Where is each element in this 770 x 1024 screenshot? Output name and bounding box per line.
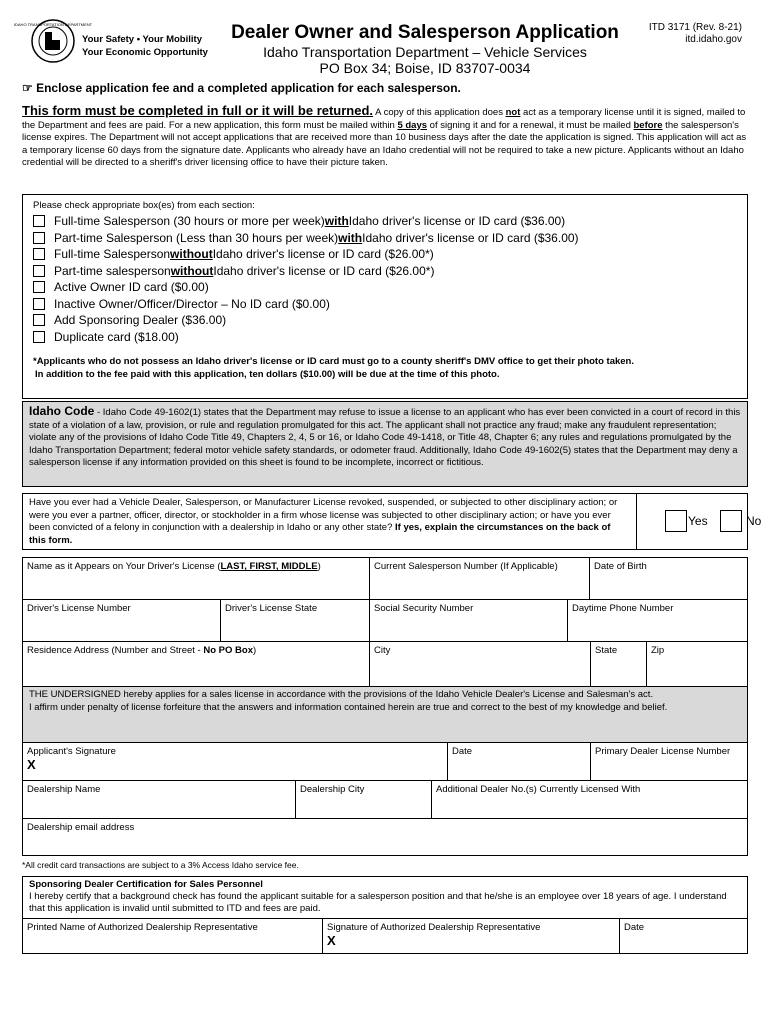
intro-text: act as a temporary license until it is signed, mailed to the Department and fees are paid. For a new application, this form must be mailed within <box>22 107 746 131</box>
affirmation-line2: I affirm under penalty of license forfeiture that the answers and information contained herein are true and correct to the best of my knowledge and belief. <box>29 701 668 713</box>
checkbox-item[interactable] <box>33 230 747 247</box>
checkbox-item[interactable] <box>33 296 747 313</box>
name-field-label: Name as it Appears on Your Driver's License ( <box>27 561 221 572</box>
intro-before: before <box>633 119 663 131</box>
additional-dealer-field[interactable]: Additional Dealer No.(s) Currently Licensed With <box>432 781 748 819</box>
dealership-city-field[interactable]: Dealership City <box>296 781 432 819</box>
intro-paragraph <box>22 105 748 170</box>
idaho-code-label: Idaho Code <box>29 404 95 418</box>
photo-note-line2: In addition to the fee paid with this application, ten dollars ($10.00) will be due at the time of this photo. <box>35 369 500 380</box>
revocation-text <box>29 497 629 547</box>
no-checkbox[interactable] <box>720 510 742 532</box>
date-field[interactable]: Date <box>448 743 591 781</box>
intro-days: 5 days <box>397 119 428 131</box>
tagline-line1: Your Safety • Your Mobility <box>82 34 202 45</box>
checkbox-item[interactable] <box>33 263 747 280</box>
ssn-field[interactable]: Social Security Number <box>370 600 568 642</box>
intro-text: A copy of this application does <box>373 107 506 118</box>
sponsor-certification <box>29 879 741 915</box>
revocation-question-text: Have you ever had a Vehicle Dealer, Salesperson, or Manufacturer License revoked, suspended, or subjected to other disciplinary action; or were you ever a partner, officer, director, or stockholder in a firm whose license was subjected to other disciplinary action; or have you ever been convicted of a felony in conjunction with a dealership in Idaho or any other state? <box>29 497 618 533</box>
checkbox-label: Part-time salesperson <box>54 263 171 278</box>
checkbox[interactable] <box>33 298 45 310</box>
idaho-code-section <box>22 401 748 487</box>
intro-text: the salesperson's license expires. The Department will not accept applications that are received more than 10 business days after the date the application is signed. This application will act as a temporary license 60 days from the signature date. Applicants who already have an Idaho credential will not be required to take a new picture. Applicants without an Idaho credential will be directed to a sheriff's driver licensing office to have their picture taken. <box>22 119 747 168</box>
subtitle-line1: Idaho Transportation Department – Vehicle Services <box>263 44 587 60</box>
checkbox-label: Idaho driver's license or ID card ($36.00) <box>348 214 566 228</box>
sponsor-title: Sponsoring Dealer Certification for Sales Personnel <box>29 879 263 890</box>
enclose-instruction: ☞ Enclose application fee and a completed application for each salesperson. <box>22 81 461 95</box>
checkbox-emphasis: with <box>324 214 349 228</box>
dealership-email-field[interactable]: Dealership email address <box>27 822 135 833</box>
checkbox-label: Idaho driver's license or ID card ($26.00*) <box>213 263 435 278</box>
form-number <box>649 22 742 46</box>
checkbox-label: Idaho driver's license or ID card ($26.00*) <box>212 247 434 261</box>
name-field-label-end: ) <box>317 561 321 572</box>
drivers-license-number-field[interactable]: Driver's License Number <box>23 600 221 642</box>
photo-note <box>33 355 747 381</box>
intro-text: of signing it and for a renewal, it must be mailed <box>427 119 634 131</box>
address-label: Residence Address (Number and Street - <box>27 645 204 656</box>
page-subtitle <box>0 44 770 76</box>
checkbox[interactable] <box>33 248 45 260</box>
dealership-name-field[interactable]: Dealership Name <box>23 781 296 819</box>
checkbox-emphasis: without <box>170 247 213 261</box>
checkbox[interactable] <box>33 232 45 244</box>
website: itd.idaho.gov <box>685 34 742 45</box>
intro-lead: This form must be completed in full or it will be returned. <box>22 103 374 118</box>
phone-field[interactable]: Daytime Phone Number <box>568 600 748 642</box>
checkbox-label: Add Sponsoring Dealer ($36.00) <box>54 313 227 327</box>
checkbox-emphasis: with <box>338 230 363 245</box>
yes-label: Yes <box>688 514 708 528</box>
signature-grid <box>22 742 748 856</box>
salesperson-number-field[interactable]: Current Salesperson Number (If Applicable) <box>370 558 590 600</box>
page-title: Dealer Owner and Salesperson Application <box>231 22 619 43</box>
credit-card-fee-note: *All credit card transactions are subject to a 3% Access Idaho service fee. <box>22 860 299 870</box>
checkbox[interactable] <box>33 265 45 277</box>
name-field-emphasis: LAST, FIRST, MIDDLE <box>220 561 318 572</box>
checkbox-label: Full-time Salesperson <box>54 247 171 261</box>
address-no-po-box: No PO Box <box>203 645 253 656</box>
drivers-license-state-field[interactable]: Driver's License State <box>221 600 370 642</box>
address-label-end: ) <box>253 645 257 656</box>
checkbox-label: Full-time Salesperson (30 hours or more per week) <box>54 214 325 228</box>
sponsor-date-field[interactable]: Date <box>620 918 748 954</box>
checkbox-item[interactable] <box>33 312 747 329</box>
checkbox-emphasis: without <box>170 263 214 278</box>
intro-not: not <box>505 107 521 118</box>
affirmation-line1: THE UNDERSIGNED hereby applies for a sales license in accordance with the provisions of the Idaho Vehicle Dealer's License and Salesman's act. <box>29 689 654 700</box>
primary-dealer-license-field[interactable]: Primary Dealer License Number <box>591 743 748 781</box>
revocation-question <box>22 493 762 550</box>
form-revision: ITD 3171 (Rev. 8-21) <box>648 22 742 33</box>
state-field[interactable]: State <box>591 642 647 687</box>
signature-x-mark: X <box>327 933 336 948</box>
applicant-signature-label: Applicant's Signature <box>27 746 116 757</box>
checkbox[interactable] <box>33 215 45 227</box>
printed-name-field[interactable]: Printed Name of Authorized Dealership Representative <box>23 918 323 954</box>
checkbox-list <box>33 213 747 345</box>
photo-note-line1: *Applicants who do not possess an Idaho driver's license or ID card must go to a county sheriff's DMV office to get their photo taken. <box>33 356 634 367</box>
checkbox-item[interactable] <box>33 329 747 346</box>
date-of-birth-field[interactable]: Date of Birth <box>590 558 748 600</box>
checkbox-label: Duplicate card ($18.00) <box>54 329 179 344</box>
section-header: Please check appropriate box(es) from each section: <box>33 200 255 211</box>
checkbox-label: Idaho driver's license or ID card ($36.00) <box>362 230 579 245</box>
checkbox-item[interactable] <box>33 279 747 296</box>
checkbox-label: Part-time Salesperson (Less than 30 hours per week) <box>54 230 339 245</box>
name-field[interactable] <box>23 558 370 600</box>
representative-signature-field[interactable] <box>323 918 620 954</box>
idaho-code-text: - Idaho Code 49-1602(1) states that the Department may refuse to issue a license to an applicant who has ever been convicted in a court of record in this state of a violation of a law, provision, or rule and regulation promulgated for this act. The applicant shall not practice any fraud; make any fraudulent representation; violate any of the provisions of Idaho Code Title 49, Chapters 2, 4, 5 or 16, or Idaho Code 49-1418, or Title 48, Chapter 6; any rules and regulations promulgated by the Idaho Transportation Department; federal motor vehicle safety standards, or odometer fraud. Additionally, Idaho Code 49-1602(5) states that the Department may deny a salesperson license if any information provided on this sheet is found to be incomplete, incorrect or fictitious. <box>29 407 741 468</box>
yes-checkbox[interactable] <box>665 510 687 532</box>
zip-field[interactable]: Zip <box>651 645 665 656</box>
sponsor-text: I hereby certify that a background check has found the applicant suitable for a salesperson position and that he/she is an employee over 18 years of age. I understand that this application is invalid until submitted to ITD and fees are paid. <box>29 891 727 914</box>
no-label: No <box>746 514 762 528</box>
signature-x-mark: X <box>27 757 36 772</box>
checkbox-item[interactable] <box>33 246 747 263</box>
tagline-line2: Your Economic Opportunity <box>82 47 208 58</box>
license-type-section <box>22 194 748 399</box>
city-field[interactable]: City <box>370 642 591 687</box>
yes-no-group <box>636 494 762 549</box>
logo-text: IDAHO TRANSPORTATION DEPARTMENT <box>13 22 93 27</box>
representative-signature-label: Signature of Authorized Dealership Representative <box>327 922 541 933</box>
affirmation-section <box>22 687 748 742</box>
residence-address-field[interactable] <box>23 642 370 687</box>
checkbox-label: Inactive Owner/Officer/Director – No ID card ($0.00) <box>54 296 330 311</box>
subtitle-line2: PO Box 34; Boise, ID 83707-0034 <box>319 60 531 76</box>
applicant-signature-field[interactable] <box>23 743 448 781</box>
checkbox[interactable] <box>33 281 45 293</box>
checkbox-label: Active Owner ID card ($0.00) <box>54 280 209 294</box>
sponsoring-dealer-section <box>22 876 748 954</box>
checkbox-item[interactable] <box>33 213 747 230</box>
applicant-info-grid <box>22 557 748 687</box>
checkbox[interactable] <box>33 331 45 343</box>
checkbox[interactable] <box>33 314 45 326</box>
revocation-instruction: If yes, explain the circumstances on the back of this form. <box>29 522 611 546</box>
